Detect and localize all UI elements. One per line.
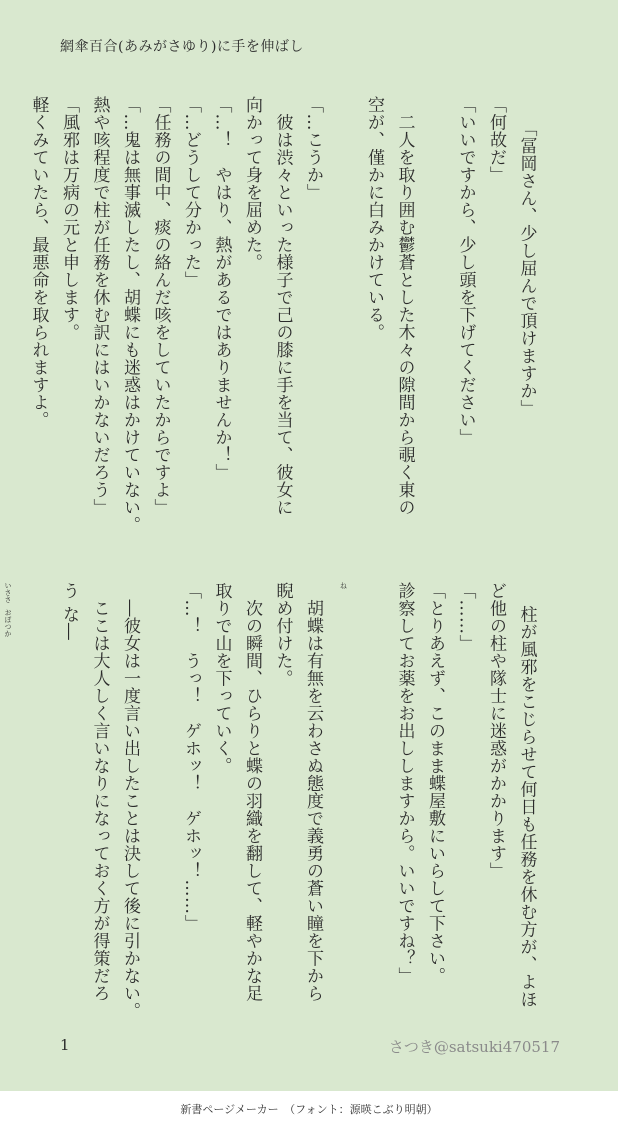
text-line: 「冨岡さん、少し屈んで頂けますか」: [516, 119, 537, 418]
text-block-top: [28, 96, 572, 534]
text-line: 胡蝶は有無を云わさぬ態度で義勇の蒼い瞳を下から: [303, 582, 323, 1002]
text-line: 軽くみていたら、最悪命を取られますよ。: [28, 96, 49, 429]
page-number: 1: [60, 1036, 70, 1054]
text-line: う な―: [59, 582, 79, 641]
text-line: ど他の柱や隊士に迷惑がかかります」: [486, 582, 506, 880]
text-line: 熱や咳程度で柱が任務を休む訳にはいかないだろう」: [89, 96, 110, 516]
text-line: 「…！ やはり、熱があるではありませんか！」: [211, 96, 232, 481]
text-line: 「…どうして分かった」: [181, 96, 201, 289]
text-line: 「とりあえず、このまま蝶屋敷にいらして下さい。: [425, 582, 445, 985]
text-line: 柱が風邪をこじらせて何日も任務を休む方が、よほ: [516, 605, 537, 1009]
text-line: ここは大人しく言いなりになっておく方が得策だろ: [89, 582, 110, 1002]
page-title: 網傘百合(あみがさゆり)に手を伸ばし: [60, 39, 304, 55]
text-line: 「…鬼は無事滅したし、胡蝶にも迷惑はかけていない。: [120, 96, 140, 534]
text-line: 診察してお薬をお出ししますから。いいですね？」: [394, 582, 415, 985]
author-credit: さつき@satsuki470517: [388, 1038, 560, 1056]
ruby-isasaka: いささ: [4, 582, 12, 603]
text-line: 「何故だ」: [486, 96, 506, 184]
ruby-obotsuka: おぼつか: [4, 608, 12, 637]
text-line: 「風邪は万病の元と申します。: [59, 96, 79, 341]
text-line-with-ruby: [0, 582, 18, 637]
text-line: 空が、僅かに白みかけている。: [364, 96, 384, 341]
text-line: 「…こうか」: [303, 96, 323, 201]
text-line: 二人を取り囲む鬱蒼とした木々の隙間から覗く東の: [394, 96, 415, 516]
footer-caption: 新書ページメーカー （フォント：源暎こぶり明朝）: [180, 1103, 438, 1116]
text-line: ―彼女は一度言い出したことは決して後に引かない。: [120, 582, 140, 1020]
text-block-bottom: [4, 582, 572, 1020]
text-line-with-ruby: [334, 582, 354, 589]
text-line: 「いいですから、少し頭を下げてください」: [455, 96, 476, 446]
text-line: 睨め付けた。: [272, 582, 293, 687]
ruby-nerame: ね: [339, 582, 348, 589]
text-line: 「…！ うっ！ ゲホッ！ ゲホッ！……」: [181, 582, 201, 932]
text-line: 「……」: [455, 582, 476, 652]
text-line: 次の瞬間、ひらりと蝶の羽織を翻して、軽やかな足: [242, 582, 262, 1002]
text-line: 向かって身を屈めた。: [242, 96, 262, 271]
text-line: 取りで山を下っていく。: [211, 582, 232, 775]
text-line: 「任務の間中、痰の絡んだ咳をしていたからですよ」: [150, 96, 171, 516]
text-line: 彼は渋々といった様子で己の膝に手を当て、彼女に: [272, 96, 293, 516]
